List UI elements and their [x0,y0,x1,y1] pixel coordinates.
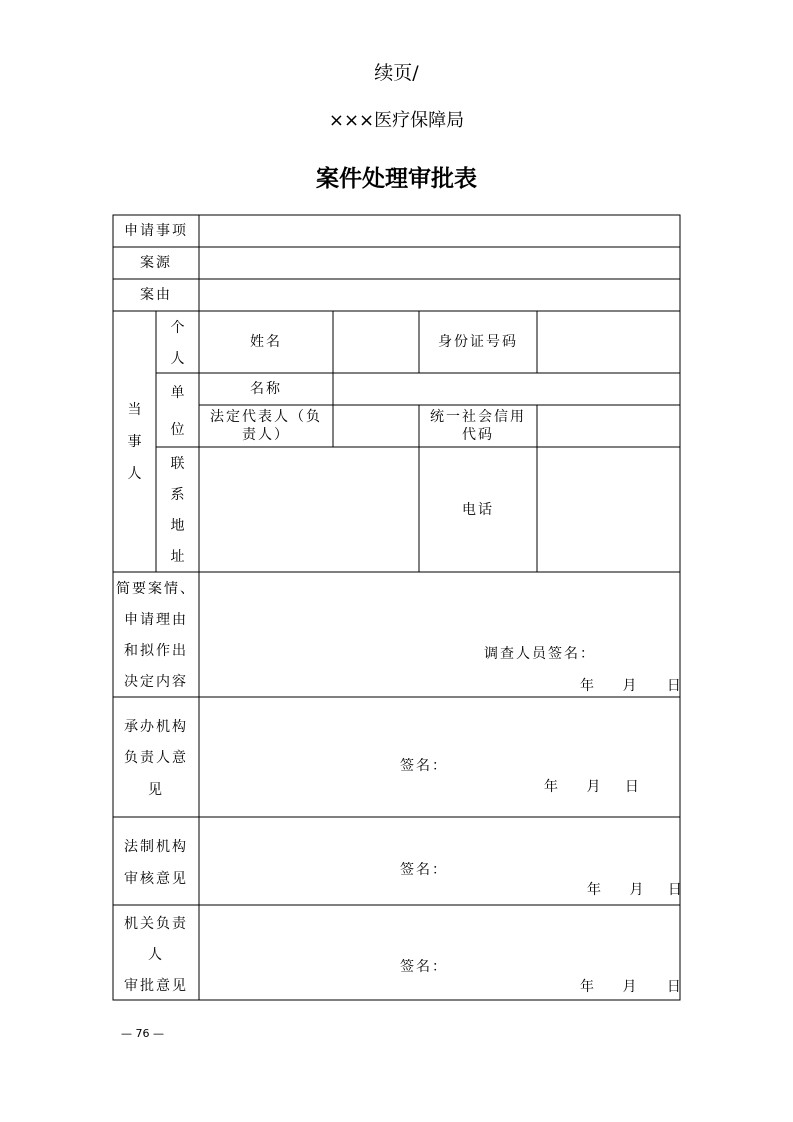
legal-date: 年 月 日 [587,882,682,898]
individual-label: 个 人 [170,319,185,367]
investigator-date: 年 月 日 [580,678,681,694]
id-number-label: 身份证号码 [438,334,518,350]
case-source-label: 案源 [140,255,172,271]
investigator-sign-label: 调查人员签名： [484,646,596,662]
approver-opinion-label: 机关负责 人 审批意见 [124,915,188,994]
case-reason-label: 案由 [140,287,172,303]
name-label: 姓名 [250,334,282,350]
dept-opinion-label: 承办机构 负责人意 见 [124,718,188,799]
approver-sign-label: 签名： [400,959,448,975]
legal-sign-label: 签名： [400,862,448,878]
unit-name-label: 名称 [250,381,282,397]
legal-rep-label: 法定代表人（负 责人） [210,409,322,443]
organization-name: ×××医疗保障局 [328,110,465,131]
form-title: 案件处理审批表 [316,166,477,192]
continuation-mark: 续页/ [374,62,419,84]
brief-label: 简要案情、 申请理由 和拟作出 决定内容 [116,580,196,691]
credit-code-label: 统一社会信用 代码 [430,409,526,443]
dept-sign-label: 签名： [400,758,448,774]
party-label: 当 事 人 [127,402,142,482]
page-number: — 76 — [121,1027,164,1040]
application-item-label: 申请事项 [124,223,188,239]
approver-date: 年 月 日 [580,979,681,995]
unit-label: 单 位 [170,384,185,438]
legal-opinion-label: 法制机构 审核意见 [124,839,188,887]
address-label: 联 系 地 址 [170,455,185,566]
dept-date: 年 月 日 [544,779,639,795]
phone-label: 电话 [462,501,494,518]
